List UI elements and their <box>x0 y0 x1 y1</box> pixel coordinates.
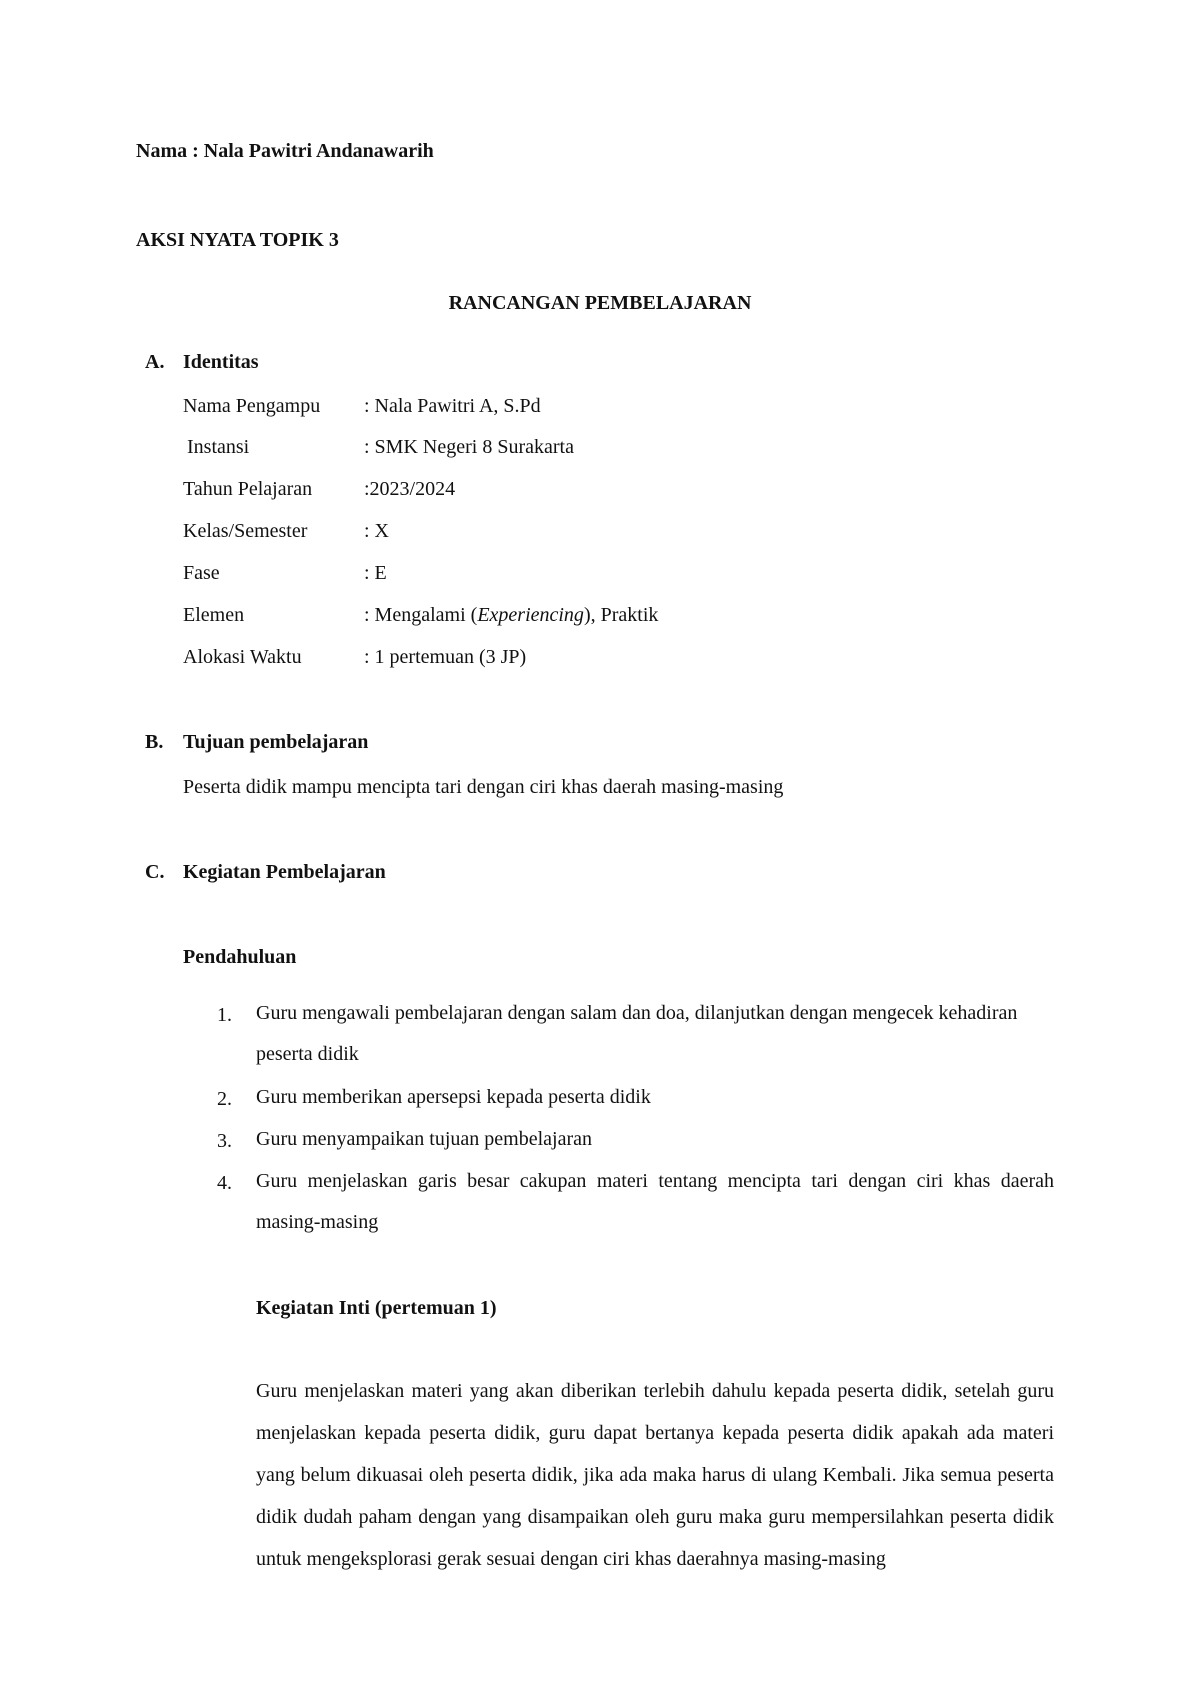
identity-label: Elemen <box>183 604 245 626</box>
identity-value: :2023/2024 <box>364 478 456 500</box>
section-a-letter: A. <box>145 351 165 373</box>
topic-title: AKSI NYATA TOPIK 3 <box>136 229 339 251</box>
identity-label: Alokasi Waktu <box>183 646 302 668</box>
list-item: Guru mengawali pembelajaran dengan salam dan doa, dilanjutkan dengan mengecek kehadiran peserta didik <box>256 1002 1018 1065</box>
kegiatan-inti-paragraph: Guru menjelaskan materi yang akan diberikan terlebih dahulu kepada peserta didik, setelah guru menjelaskan kepada peserta didik, guru dapat bertanya kepada peserta didik apakah ada materi yang belum dikuasai oleh peserta didik, jika ada maka harus di ulang Kembali. Jika semua peserta didik dudah paham dengan yang disampaikan oleh guru maka guru mempersilahkan peserta didik untuk mengeksplorasi gerak sesuai dengan ciri khas daerahnya masing-masing <box>256 1380 1054 1570</box>
list-number: 4. <box>217 1172 232 1194</box>
section-c-title: Kegiatan Pembelajaran <box>183 861 386 883</box>
identity-label: Kelas/Semester <box>183 520 308 542</box>
list-number: 2. <box>217 1088 232 1110</box>
list-item: Guru menjelaskan garis besar cakupan materi tentang mencipta tari dengan ciri khas daerah masing-masing <box>256 1170 1054 1233</box>
section-b-title: Tujuan pembelajaran <box>183 731 369 753</box>
list-number: 1. <box>217 1004 232 1026</box>
section-a-title: Identitas <box>183 351 259 373</box>
author-name-line: Nama : Nala Pawitri Andanawarih <box>136 140 434 162</box>
identity-value: : SMK Negeri 8 Surakarta <box>364 436 574 458</box>
section-c-letter: C. <box>145 861 165 883</box>
identity-value: : X <box>364 520 389 542</box>
identity-label: Fase <box>183 562 220 584</box>
identity-value: : 1 pertemuan (3 JP) <box>364 646 527 668</box>
identity-value: : E <box>364 562 387 584</box>
identity-label: Instansi <box>187 436 250 458</box>
value-italic: Experiencing <box>477 604 584 626</box>
value-prefix: : Mengalami ( <box>364 604 478 626</box>
identity-value <box>364 605 658 625</box>
list-item: Guru menyampaikan tujuan pembelajaran <box>256 1128 592 1150</box>
identity-label: Tahun Pelajaran <box>183 478 313 500</box>
learning-objective-text: Peserta didik mampu mencipta tari dengan ciri khas daerah masing-masing <box>183 776 784 798</box>
kegiatan-inti-heading: Kegiatan Inti (pertemuan 1) <box>256 1297 497 1319</box>
section-b-letter: B. <box>145 731 164 753</box>
list-number: 3. <box>217 1130 232 1152</box>
document-title: RANCANGAN PEMBELAJARAN <box>448 292 752 314</box>
pendahuluan-heading: Pendahuluan <box>183 946 297 968</box>
identity-value: : Nala Pawitri A, S.Pd <box>364 395 541 417</box>
identity-label: Nama Pengampu <box>183 395 321 417</box>
value-suffix: ), Praktik <box>583 604 659 626</box>
list-item: Guru memberikan apersepsi kepada peserta didik <box>256 1086 651 1108</box>
